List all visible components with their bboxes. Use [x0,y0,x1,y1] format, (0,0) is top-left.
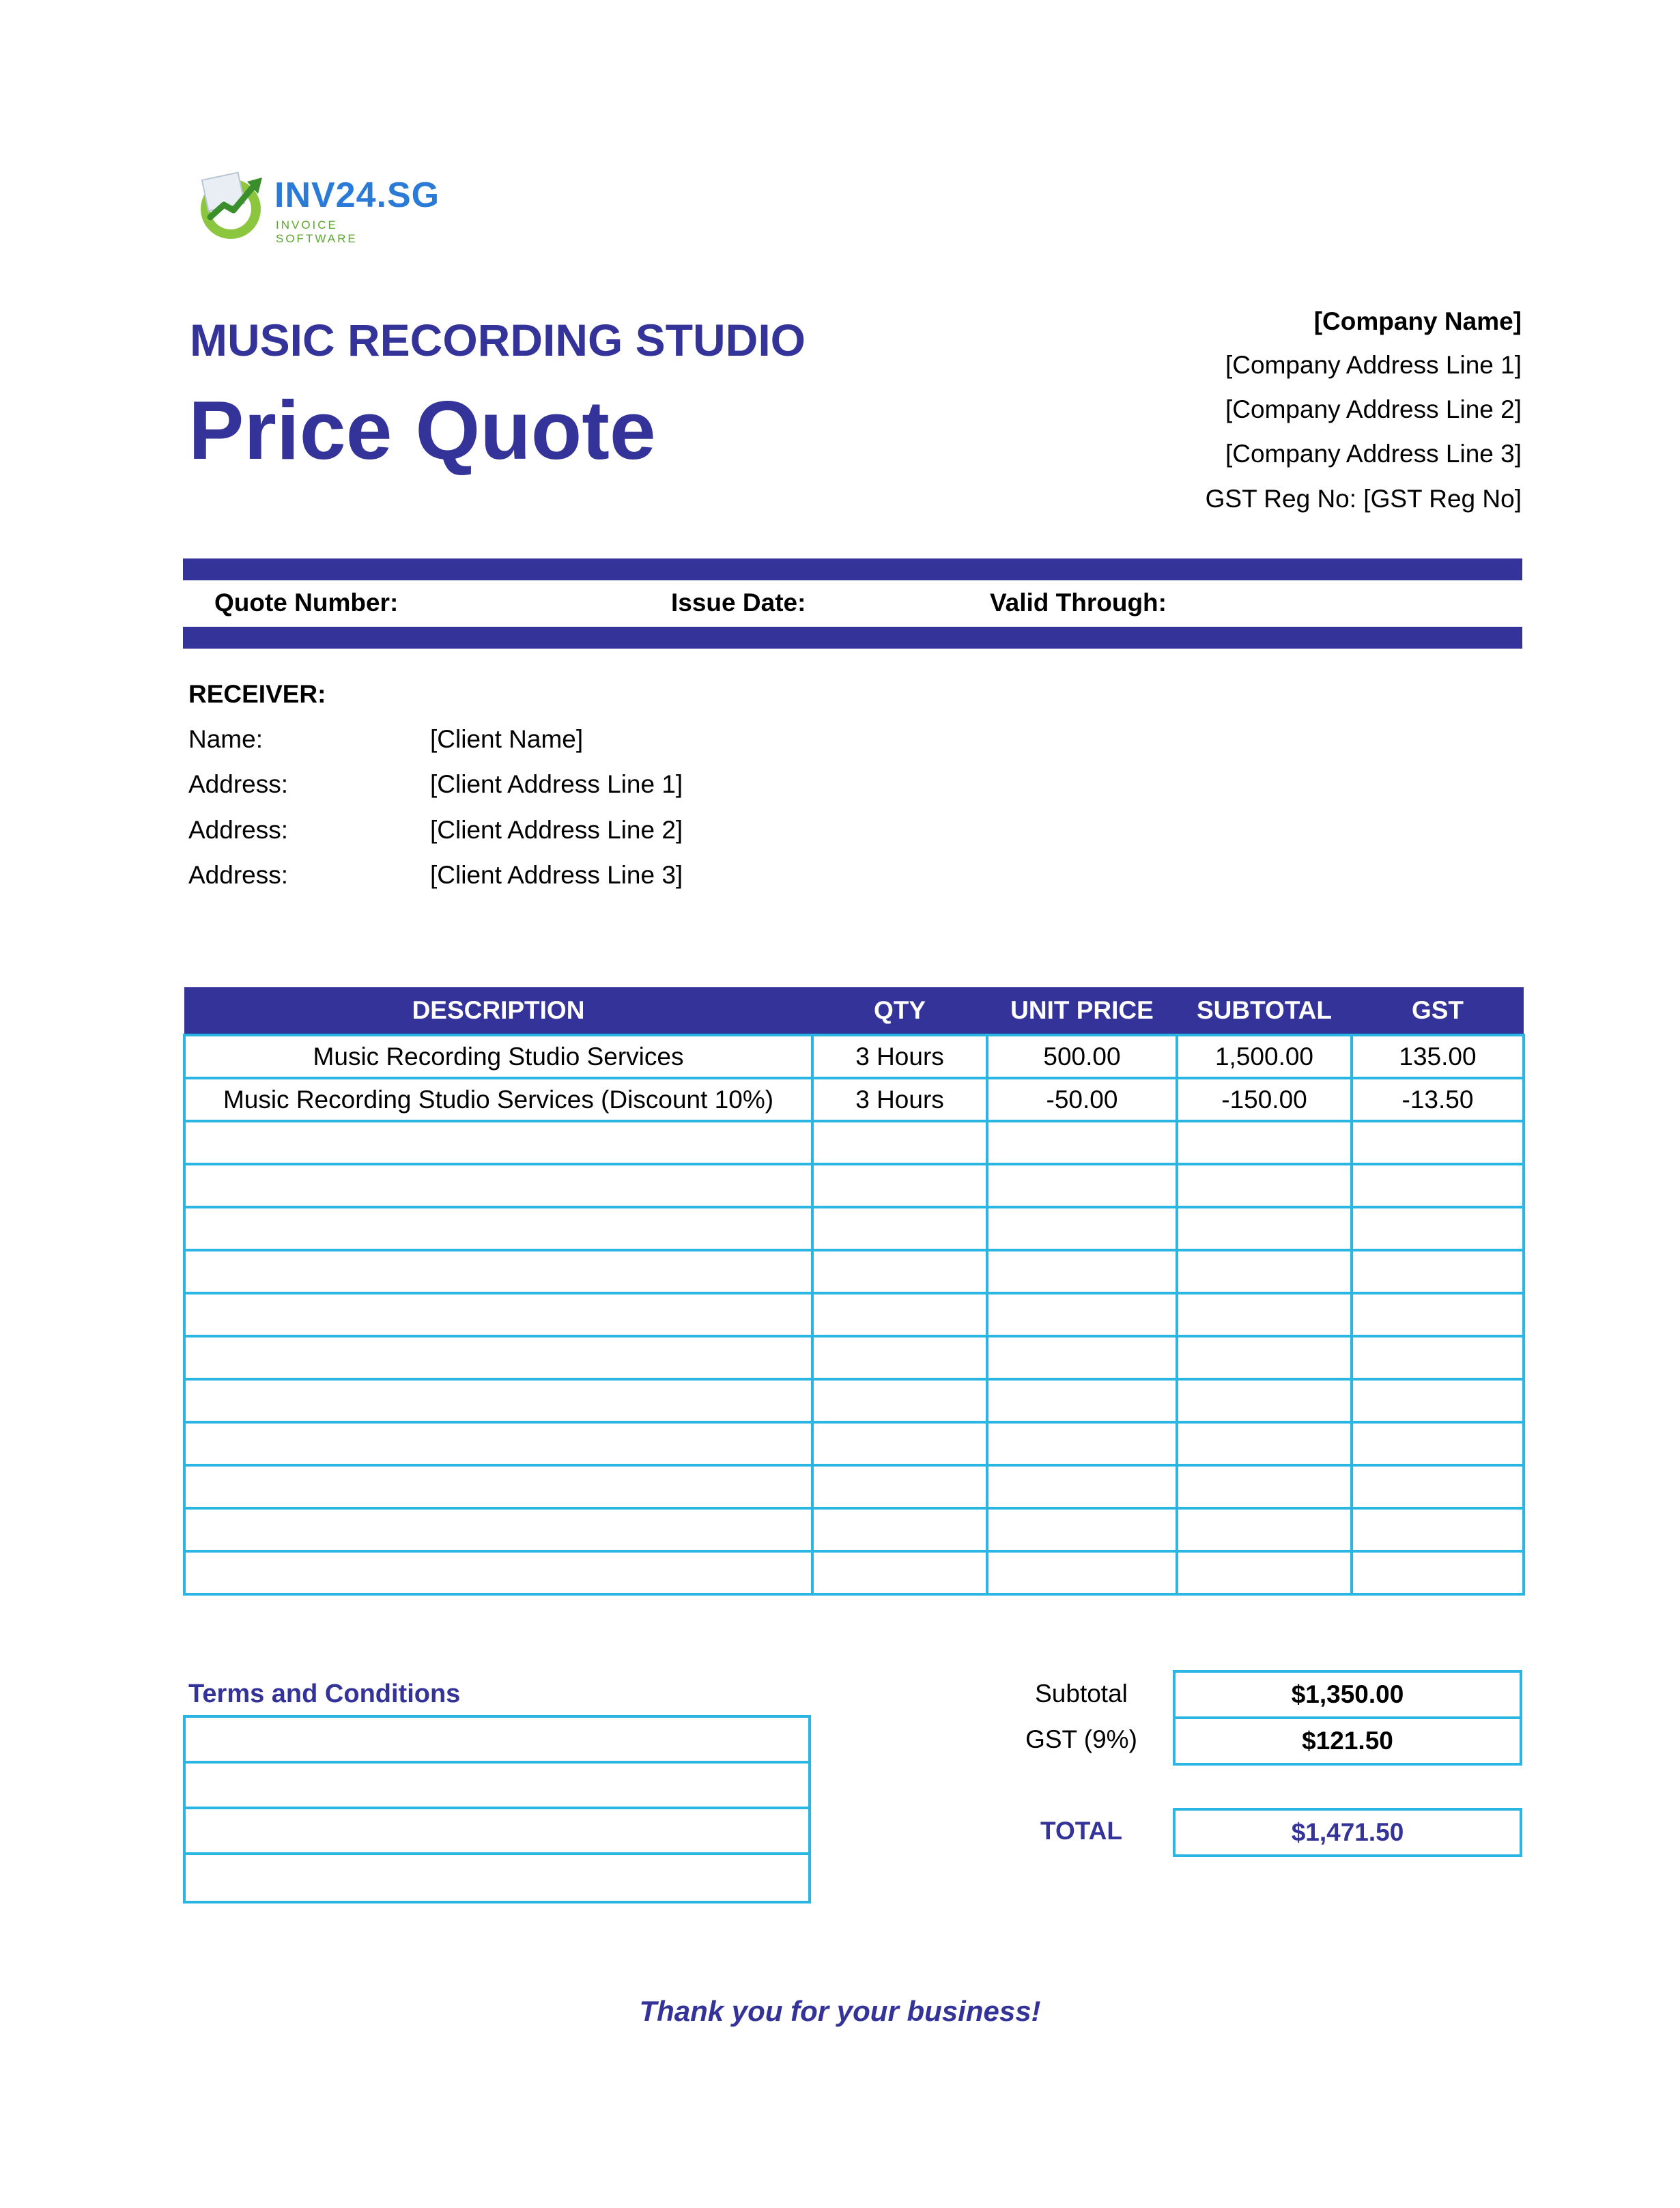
table-cell[interactable] [184,1250,812,1293]
table-cell[interactable] [812,1207,987,1250]
table-cell[interactable] [1352,1336,1524,1379]
table-row [184,1465,1524,1508]
table-cell[interactable] [1177,1121,1352,1164]
table-cell[interactable] [184,1379,812,1422]
table-row [184,1121,1524,1164]
table-cell[interactable] [184,1164,812,1207]
table-cell[interactable] [184,1293,812,1336]
terms-line[interactable] [186,1764,808,1809]
table-cell[interactable] [987,1379,1177,1422]
receiver-heading: RECEIVER: [188,680,326,708]
total-label: TOTAL [1040,1817,1122,1845]
table-row [184,1293,1524,1336]
table-cell[interactable] [1177,1250,1352,1293]
gst-label: GST (9%) [1025,1725,1137,1753]
table-cell[interactable] [184,1422,812,1465]
table-cell[interactable]: -150.00 [1177,1078,1352,1121]
table-cell[interactable] [812,1422,987,1465]
table-cell[interactable] [184,1336,812,1379]
table-row [184,1551,1524,1594]
table-cell[interactable] [1352,1121,1524,1164]
table-cell[interactable] [1352,1164,1524,1207]
company-address-1: [Company Address Line 1] [1225,351,1522,379]
table-cell[interactable] [812,1508,987,1551]
band-top [183,558,1522,580]
thank-you-note: Thank you for your business! [639,1995,1041,2027]
logo-icon [195,169,266,240]
receiver-label: Address: [188,861,289,889]
line-items-table [183,987,1525,1596]
table-cell[interactable] [1177,1422,1352,1465]
terms-line[interactable] [186,1809,808,1855]
column-header: GST [1352,987,1524,1035]
table-cell[interactable] [987,1207,1177,1250]
column-header: QTY [812,987,987,1035]
table-cell[interactable]: 3 Hours [812,1035,987,1078]
table-cell[interactable]: Music Recording Studio Services (Discount 10%) [184,1078,812,1121]
table-cell[interactable] [987,1293,1177,1336]
subtotal-value: $1,350.00 [1173,1670,1522,1719]
table-row [184,1078,1524,1121]
table-row [184,1508,1524,1551]
company-address-3: [Company Address Line 3] [1225,440,1522,468]
table-cell[interactable] [1177,1465,1352,1508]
table-cell[interactable] [987,1465,1177,1508]
table-cell[interactable] [1352,1422,1524,1465]
table-cell[interactable] [1352,1551,1524,1594]
table-cell[interactable] [987,1164,1177,1207]
table-row [184,1422,1524,1465]
table-cell[interactable] [1352,1293,1524,1336]
table-cell[interactable]: 3 Hours [812,1078,987,1121]
table-cell[interactable] [1352,1207,1524,1250]
company-name: [Company Name] [1313,307,1522,335]
table-cell[interactable] [1177,1164,1352,1207]
table-cell[interactable] [1177,1207,1352,1250]
table-cell[interactable]: 1,500.00 [1177,1035,1352,1078]
table-cell[interactable]: Music Recording Studio Services [184,1035,812,1078]
band-bottom [183,627,1522,649]
receiver-value: [Client Address Line 2] [430,816,683,844]
table-cell[interactable] [184,1465,812,1508]
table-cell[interactable]: 135.00 [1352,1035,1524,1078]
table-row [184,1379,1524,1422]
logo-subtitle: INVOICE SOFTWARE [276,218,358,245]
column-header: SUBTOTAL [1177,987,1352,1035]
issue-date-label: Issue Date: [671,589,806,617]
table-cell[interactable] [987,1121,1177,1164]
receiver-label: Name: [188,725,263,753]
table-cell[interactable] [987,1336,1177,1379]
table-row [184,1336,1524,1379]
table-row [184,1207,1524,1250]
table-cell[interactable]: 500.00 [987,1035,1177,1078]
table-row [184,1250,1524,1293]
table-cell[interactable] [1177,1379,1352,1422]
table-cell[interactable] [1177,1293,1352,1336]
receiver-value: [Client Address Line 1] [430,770,683,798]
valid-through-label: Valid Through: [990,589,1167,617]
table-cell[interactable] [184,1207,812,1250]
terms-title: Terms and Conditions [188,1680,461,1708]
page-title: Price Quote [188,384,656,477]
receiver-label: Address: [188,770,289,798]
table-cell[interactable] [1177,1508,1352,1551]
company-logo [195,169,440,245]
table-cell[interactable] [184,1508,812,1551]
table-cell[interactable] [812,1121,987,1164]
table-cell[interactable] [184,1121,812,1164]
table-row [184,1035,1524,1078]
table-cell[interactable] [812,1250,987,1293]
table-cell[interactable] [812,1164,987,1207]
table-cell[interactable] [987,1551,1177,1594]
table-cell[interactable] [1352,1379,1524,1422]
logo-wordmark: INV24.SG [274,175,440,215]
receiver-value: [Client Name] [430,725,584,753]
table-cell[interactable] [987,1508,1177,1551]
table-cell[interactable] [184,1551,812,1594]
studio-name: MUSIC RECORDING STUDIO [190,315,806,365]
column-header: DESCRIPTION [184,987,812,1035]
table-cell[interactable] [1177,1336,1352,1379]
table-cell[interactable] [812,1336,987,1379]
table-cell[interactable] [1177,1551,1352,1594]
table-header-row [184,987,1524,1035]
terms-line[interactable] [186,1855,808,1901]
quote-number-label: Quote Number: [214,589,399,617]
company-address-2: [Company Address Line 2] [1225,395,1522,423]
terms-box [183,1715,811,1903]
table-cell[interactable]: -13.50 [1352,1078,1524,1121]
gst-value: $121.50 [1173,1716,1522,1766]
table-row [184,1164,1524,1207]
table-cell[interactable] [1352,1250,1524,1293]
company-gst: GST Reg No: [GST Reg No] [1205,485,1522,513]
receiver-value: [Client Address Line 3] [430,861,683,889]
table-cell[interactable] [812,1551,987,1594]
total-value: $1,471.50 [1173,1808,1522,1857]
table-cell[interactable] [1352,1508,1524,1551]
table-cell[interactable]: -50.00 [987,1078,1177,1121]
table-cell[interactable] [987,1250,1177,1293]
terms-line[interactable] [186,1718,808,1764]
table-cell[interactable] [1352,1465,1524,1508]
table-cell[interactable] [812,1465,987,1508]
table-cell[interactable] [987,1422,1177,1465]
subtotal-label: Subtotal [1035,1680,1128,1708]
table-cell[interactable] [812,1379,987,1422]
column-header: UNIT PRICE [987,987,1177,1035]
receiver-label: Address: [188,816,289,844]
table-cell[interactable] [812,1293,987,1336]
